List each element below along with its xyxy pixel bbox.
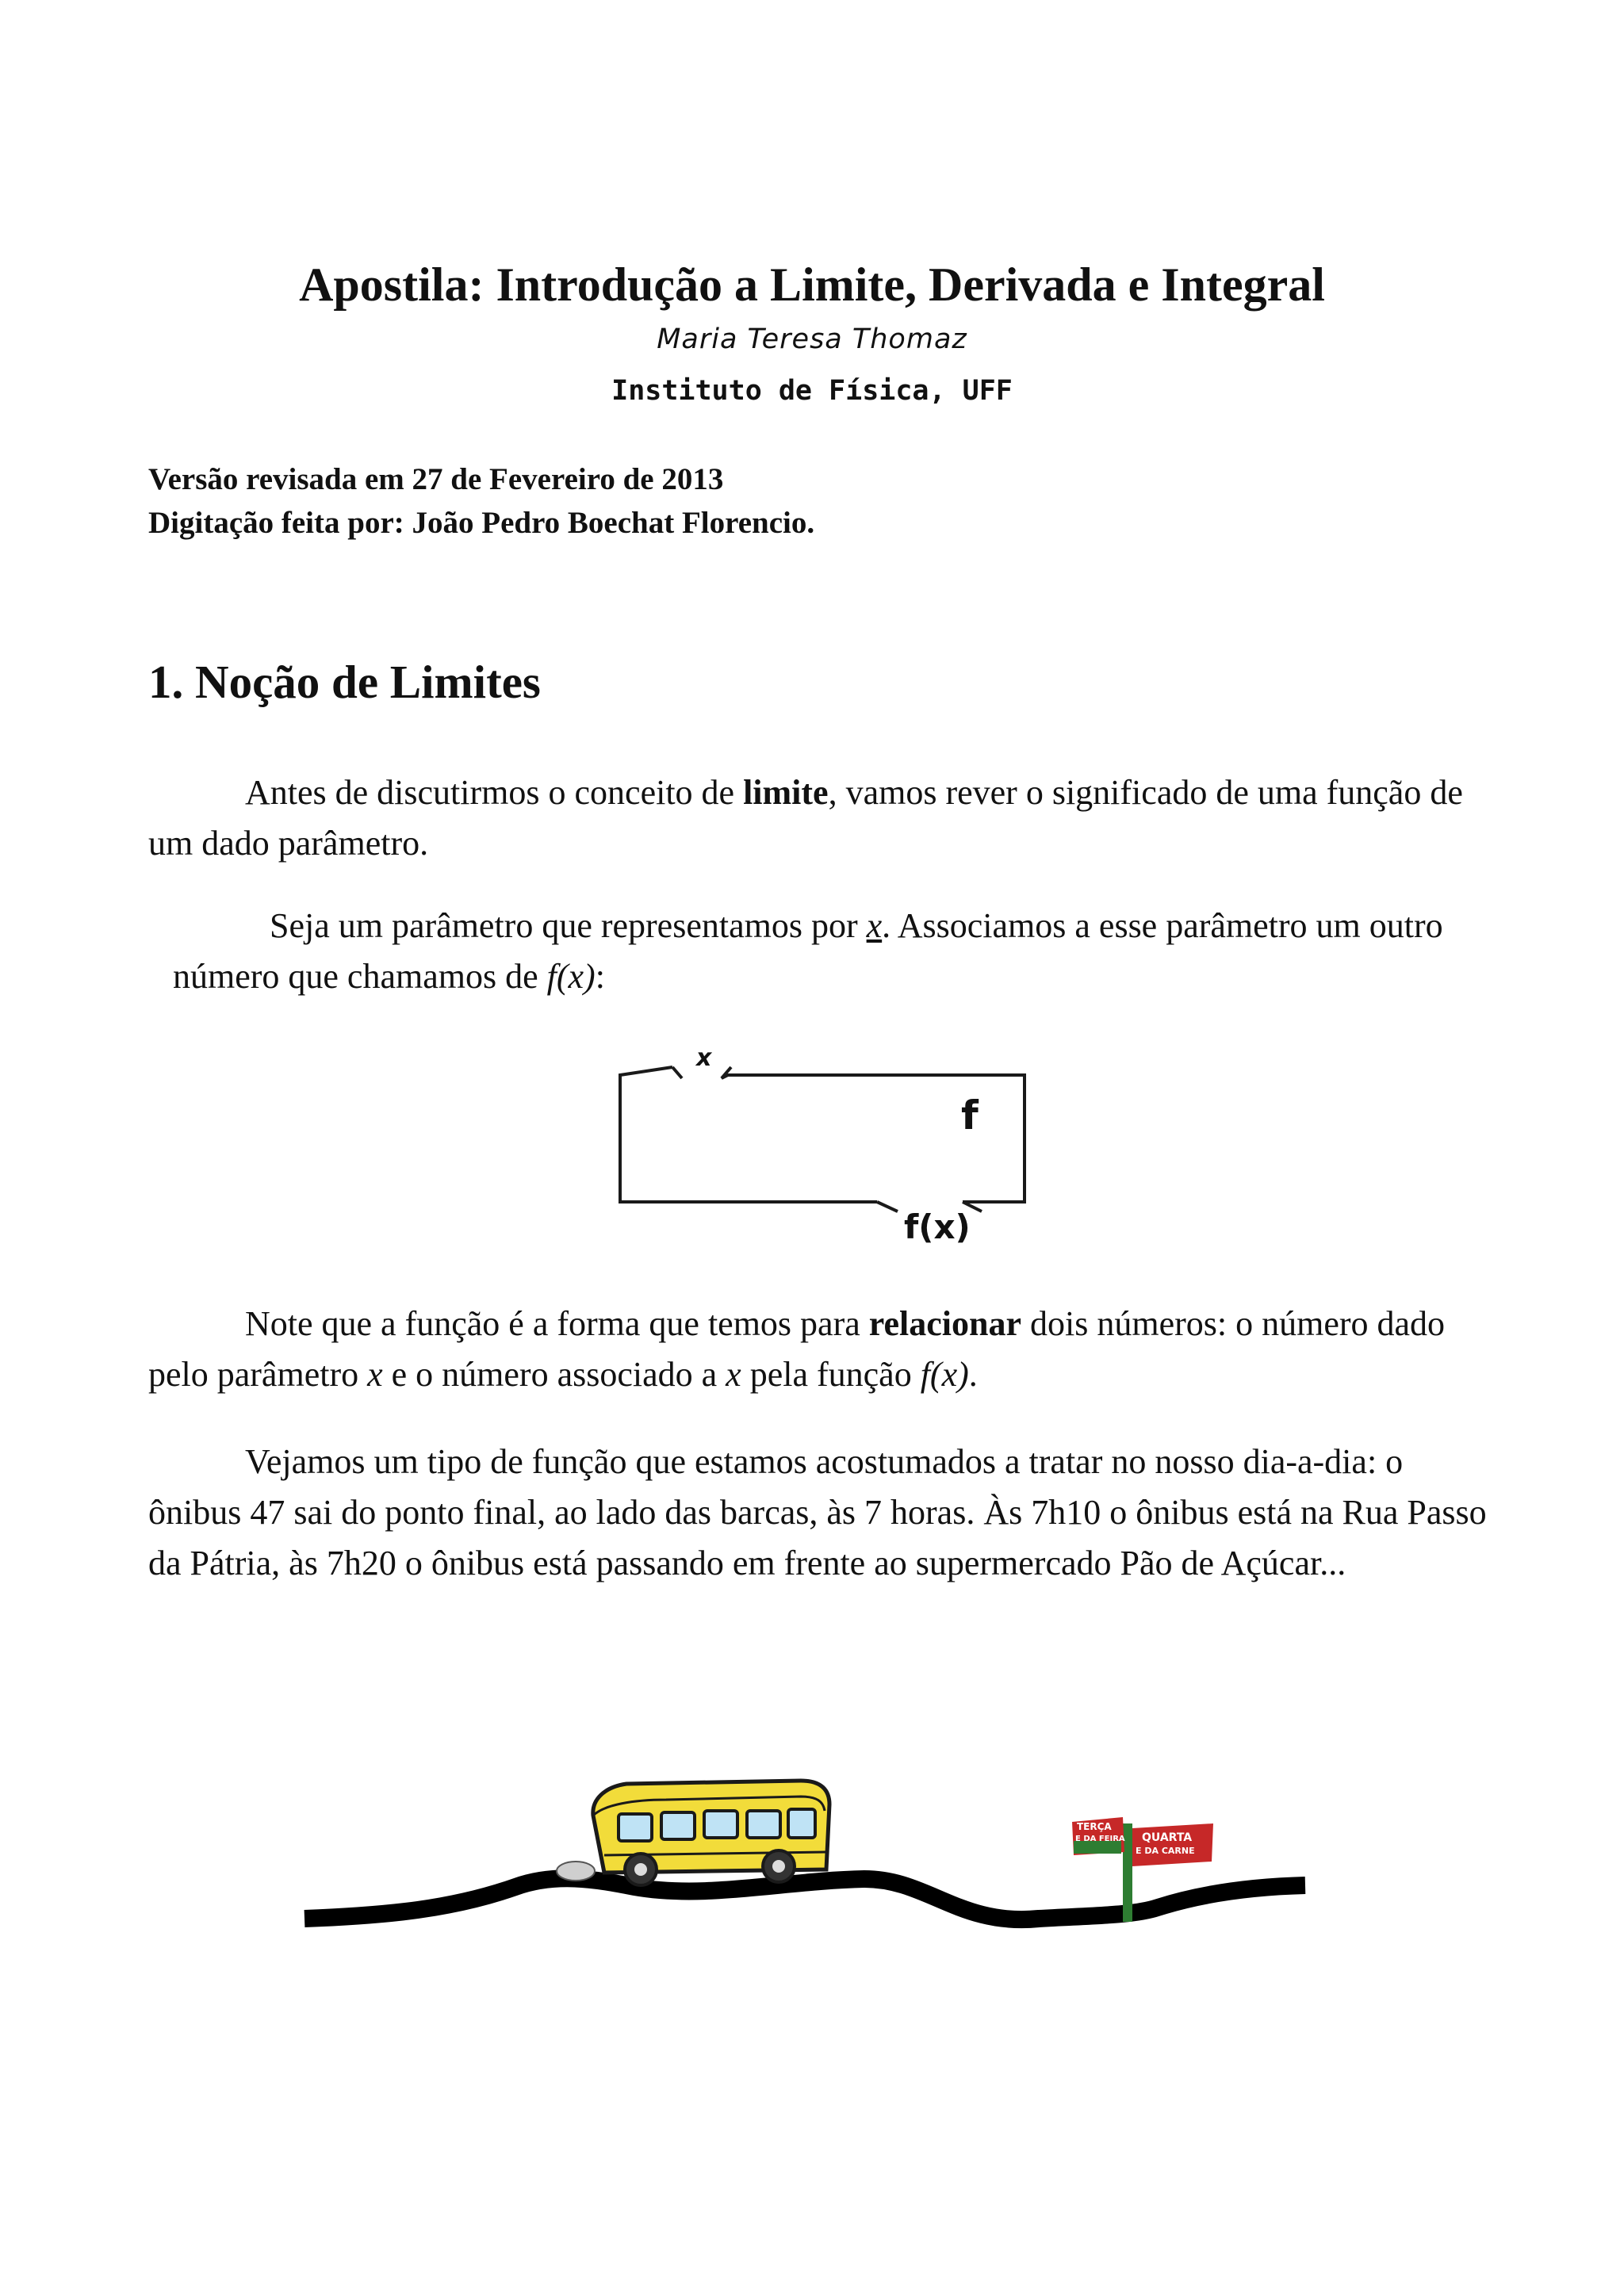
svg-text:QUARTA: QUARTA [1142,1831,1193,1844]
svg-text:E DA CARNE: E DA CARNE [1136,1846,1195,1856]
road [304,1878,1305,1919]
var-x: x [866,906,883,945]
exit-notch-left [877,1202,898,1211]
box-left-bottom-edge [620,1067,877,1202]
revision-note: Versão revisada em 27 de Fevereiro de 2013 [148,462,724,496]
diagram-function-label: f [961,1093,979,1138]
keyword-limite: limite [743,773,829,812]
paragraph-bus-example: Vejamos um tipo de função que estamos acostumados a tratar no nosso dia-a-dia: o ônibus 47 sai do ponto final, ao lado das barcas, às 7 horas. Às 7h10 o ônibus está na Rua Passo da Pátria, às 7h20 o ônibus está passando em frente ao supermercado Pão de Açúcar... [148,1442,1487,1582]
paragraph-parameter: Seja um parâmetro que representamos por x. Associamos a esse parâmetro um outro número que chamamos de f(x): [173,906,1443,996]
keyword-relacionar: relacionar [868,1304,1022,1343]
institution: Instituto de Física, UFF [611,375,1013,407]
section-title: 1. Noção de Limites [148,656,541,708]
bus-road-illustration [293,1768,1324,1958]
author-name: Maria Teresa Thomaz [657,323,967,355]
diagram-output-label: f(x) [904,1207,971,1246]
street-sign-right [1132,1823,1213,1866]
exhaust-smoke [557,1862,595,1881]
svg-text:TERÇA: TERÇA [1077,1821,1112,1832]
diagram-input-label: x [696,1044,712,1072]
typist-note: Digitação feita por: João Pedro Boechat Florencio. [148,506,815,540]
var-fx: f(x) [546,957,596,996]
svg-text:E DA FEIRA: E DA FEIRA [1075,1835,1125,1843]
function-box-diagram [603,1031,1047,1269]
street-sign-left [1072,1817,1125,1855]
document-title: Apostila: Introdução a Limite, Derivada e Integral [299,258,1325,311]
entry-notch-left [672,1067,682,1078]
paragraph-function-intro: Antes de discutirmos o conceito de limite, vamos rever o significado de uma função de um dado parâmetro. [148,773,1463,863]
paragraph-relation: Note que a função é a forma que temos para relacionar dois números: o número dado pelo parâmetro x e o número associado a x pela função f(x). [148,1304,1446,1394]
bus-icon [557,1781,829,1885]
box-top-right-edge [722,1067,1025,1202]
